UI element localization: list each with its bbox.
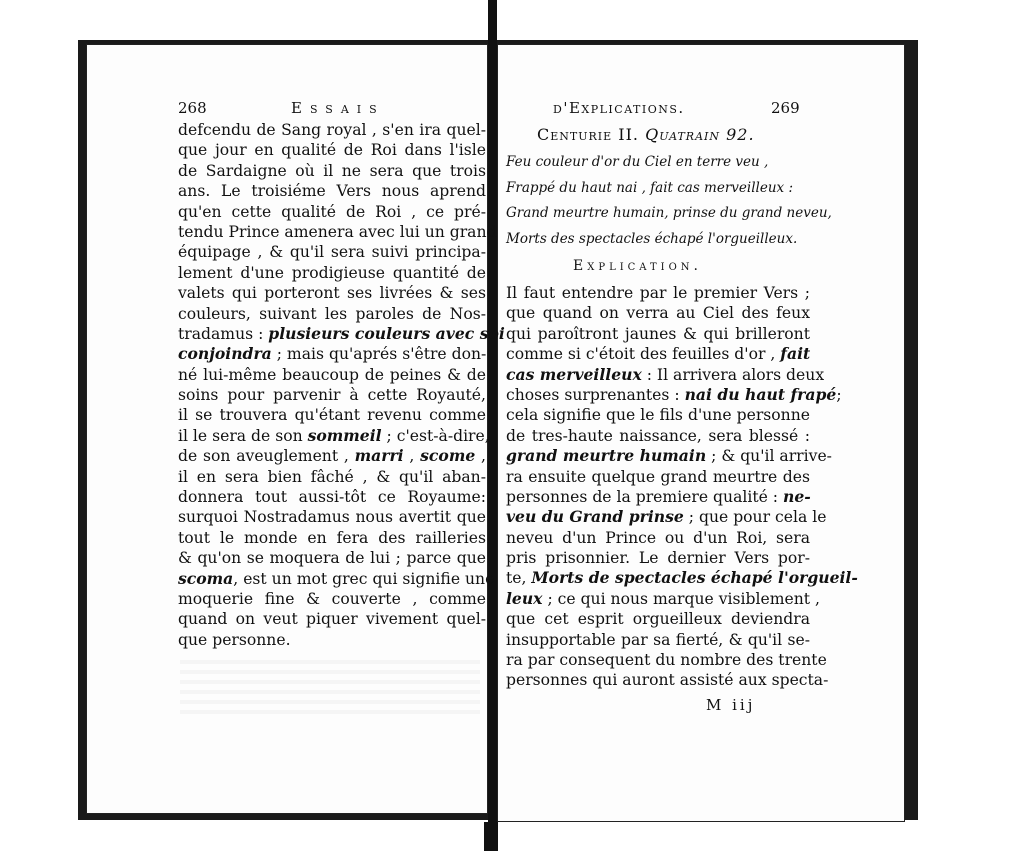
- show-through-bleed: [180, 660, 480, 720]
- italic-phrase: leux: [506, 588, 543, 608]
- text-line: [178, 140, 486, 160]
- text-segment: personnes de la premiere qualité :: [506, 487, 784, 506]
- text-line: [506, 650, 827, 670]
- text-segment: pris prisonnier. Le dernier Vers por-: [506, 549, 810, 568]
- text-segment: quand on veut piquer vivement quel-: [178, 610, 486, 629]
- text-segment: valets qui porteront ses livrées & ses: [178, 284, 486, 303]
- text-line: [178, 120, 486, 140]
- text-line: [506, 568, 858, 588]
- text-segment: tendu Prince amenera avec lui un grand: [178, 222, 497, 241]
- text-segment: lement d'une prodigieuse quantité de: [178, 263, 486, 282]
- text-line: [506, 303, 810, 323]
- text-line: [178, 202, 486, 222]
- italic-phrase: conjoindra: [178, 344, 272, 364]
- text-line: [178, 181, 486, 201]
- text-line: [178, 385, 486, 405]
- text-line: [178, 263, 486, 283]
- text-segment: & qu'on se moquera de lui ; parce que: [178, 549, 486, 568]
- italic-phrase: scome: [420, 446, 476, 466]
- text-line: [178, 304, 486, 324]
- text-segment: qu'en cette qualité de Roi , ce pré-: [178, 202, 486, 221]
- text-segment: ra ensuite quelque grand meurtre des: [506, 467, 810, 486]
- left-running-title: Essais: [291, 99, 385, 117]
- text-line: [506, 405, 810, 425]
- left-text-column: [178, 120, 505, 650]
- text-segment: de Sardaigne où il ne sera que trois: [178, 161, 486, 180]
- quatrain-label: Quatrain 92.: [645, 125, 755, 144]
- text-segment: ; c'est-à-dire,: [381, 426, 490, 445]
- text-segment: ; mais qu'aprés s'être don-: [271, 345, 487, 364]
- verse-line: Grand meurtre humain, prinse du grand neveu,: [506, 205, 832, 221]
- text-line: [178, 425, 490, 446]
- text-line: [506, 588, 820, 609]
- text-segment: : Il arrivera alors deux: [641, 365, 825, 384]
- text-line: [178, 630, 486, 650]
- text-line: [506, 670, 829, 690]
- text-line: [178, 507, 486, 527]
- text-segment: ans. Le troisiéme Vers nous aprend: [178, 182, 486, 201]
- italic-phrase: Morts de spectacles échapé l'orgueil-: [531, 568, 858, 588]
- text-line: [506, 426, 810, 446]
- text-segment: il en sera bien fâché , & qu'il aban-: [178, 467, 486, 486]
- text-segment: donnera tout aussi-tôt ce Royaume:: [178, 488, 486, 507]
- text-line: [506, 548, 810, 568]
- left-page-number: 268: [178, 99, 207, 117]
- text-segment: il se trouvera qu'étant revenu comme: [178, 406, 486, 425]
- text-segment: tradamus :: [178, 324, 269, 343]
- italic-phrase: marri: [354, 446, 404, 466]
- text-segment: ; que pour cela le: [683, 508, 827, 527]
- text-segment: Il faut entendre par le premier Vers ;: [506, 284, 810, 302]
- italic-phrase: veu du Grand prinse: [506, 507, 684, 527]
- text-line: [506, 324, 810, 344]
- text-segment: ;: [836, 385, 842, 404]
- text-segment: , est un mot grec qui signifie une: [233, 569, 495, 588]
- text-line: [178, 242, 486, 262]
- book-spine-bottom: [484, 822, 498, 851]
- text-line: [506, 630, 810, 650]
- text-line: [506, 446, 832, 466]
- text-segment: de tres-haute naissance, sera blessé :: [506, 426, 810, 445]
- text-line: [178, 161, 486, 181]
- text-line: [506, 283, 810, 303]
- text-segment: ,: [475, 447, 486, 466]
- text-line: [506, 364, 825, 385]
- text-segment: insupportable par sa fierté, & qu'il se-: [506, 630, 810, 649]
- right-running-title: d'Explications.: [553, 99, 685, 117]
- text-segment: surquoi Nostradamus nous avertit que: [178, 508, 486, 527]
- text-segment: tout le monde en fera des railleries: [178, 528, 486, 547]
- signature-mark: M iij: [706, 696, 756, 714]
- verse-line: Morts des spectacles échapé l'orgueilleux.: [506, 231, 798, 247]
- italic-phrase: scoma: [178, 568, 234, 588]
- text-line: [178, 528, 486, 548]
- text-segment: que personne.: [178, 630, 291, 649]
- text-segment: soins pour parvenir à cette Royauté,: [178, 386, 486, 405]
- text-line: [178, 548, 486, 568]
- text-line: [178, 609, 486, 629]
- text-segment: de son aveuglement ,: [178, 447, 355, 466]
- text-line: [178, 344, 486, 364]
- italic-phrase: fait: [780, 344, 811, 364]
- text-line: [178, 487, 486, 507]
- text-line: [506, 528, 810, 548]
- text-segment: cela signifie que le fils d'une personne: [506, 406, 810, 425]
- text-line: [178, 467, 486, 487]
- text-line: [506, 344, 810, 364]
- italic-phrase: cas merveilleux: [506, 364, 642, 384]
- text-segment: que quand on verra au Ciel des feux: [506, 304, 810, 323]
- text-line: [178, 589, 486, 609]
- text-segment: comme si c'étoit des feuilles d'or ,: [506, 345, 781, 364]
- italic-phrase: ne-: [783, 486, 811, 506]
- text-segment: personnes qui auront assisté aux specta-: [506, 671, 829, 690]
- text-segment: il le sera de son: [178, 426, 308, 445]
- text-segment: ,: [403, 447, 421, 466]
- text-line: [178, 568, 495, 589]
- verse-line: Frappé du haut nai , fait cas merveilleux :: [506, 180, 794, 196]
- right-page-number: 269: [771, 99, 800, 117]
- text-line: [506, 609, 810, 629]
- text-segment: te,: [506, 569, 532, 588]
- centurie-heading: [537, 125, 755, 144]
- italic-phrase: grand meurtre humain: [506, 446, 707, 466]
- text-segment: qui paroîtront jaunes & qui brilleront: [506, 324, 810, 343]
- text-segment: ; ce qui nous marque visiblement ,: [542, 589, 820, 608]
- text-line: [178, 446, 486, 466]
- text-line: [178, 405, 486, 425]
- verse-line: Feu couleur d'or du Ciel en terre veu ,: [506, 154, 769, 170]
- text-line: [506, 384, 842, 405]
- text-segment: couleurs, suivant les paroles de Nos-: [178, 304, 486, 323]
- text-segment: defcendu de Sang royal , s'en ira quel-: [178, 121, 486, 139]
- text-line: [506, 507, 827, 527]
- text-line: [506, 487, 810, 507]
- text-line: [506, 467, 810, 487]
- right-text-column: [506, 283, 858, 691]
- text-line: [178, 323, 505, 344]
- text-segment: moquerie fine & couverte , comme: [178, 589, 486, 608]
- text-segment: que cet esprit orgueilleux deviendra: [506, 610, 810, 629]
- text-segment: ra par consequent du nombre des trente: [506, 651, 827, 670]
- text-line: [178, 222, 497, 242]
- text-segment: équipage , & qu'il sera suivi principa-: [178, 243, 486, 262]
- text-segment: que jour en qualité de Roi dans l'isle: [178, 141, 486, 160]
- book-gutter: [488, 0, 497, 851]
- text-segment: neveu d'un Prince ou d'un Roi, sera: [506, 528, 810, 547]
- text-segment: ; & qu'il arrive-: [706, 447, 832, 466]
- text-line: [178, 365, 486, 385]
- text-line: [178, 283, 486, 303]
- italic-phrase: sommeil: [307, 425, 382, 445]
- explication-heading: Explication.: [573, 258, 703, 274]
- text-segment: choses surprenantes :: [506, 385, 685, 404]
- text-segment: né lui-même beaucoup de peines & de: [178, 365, 486, 384]
- italic-phrase: nai du haut frapé: [684, 384, 837, 404]
- centurie-label: Centurie II.: [537, 125, 639, 144]
- italic-phrase: plusieurs couleurs avec soi: [268, 323, 505, 343]
